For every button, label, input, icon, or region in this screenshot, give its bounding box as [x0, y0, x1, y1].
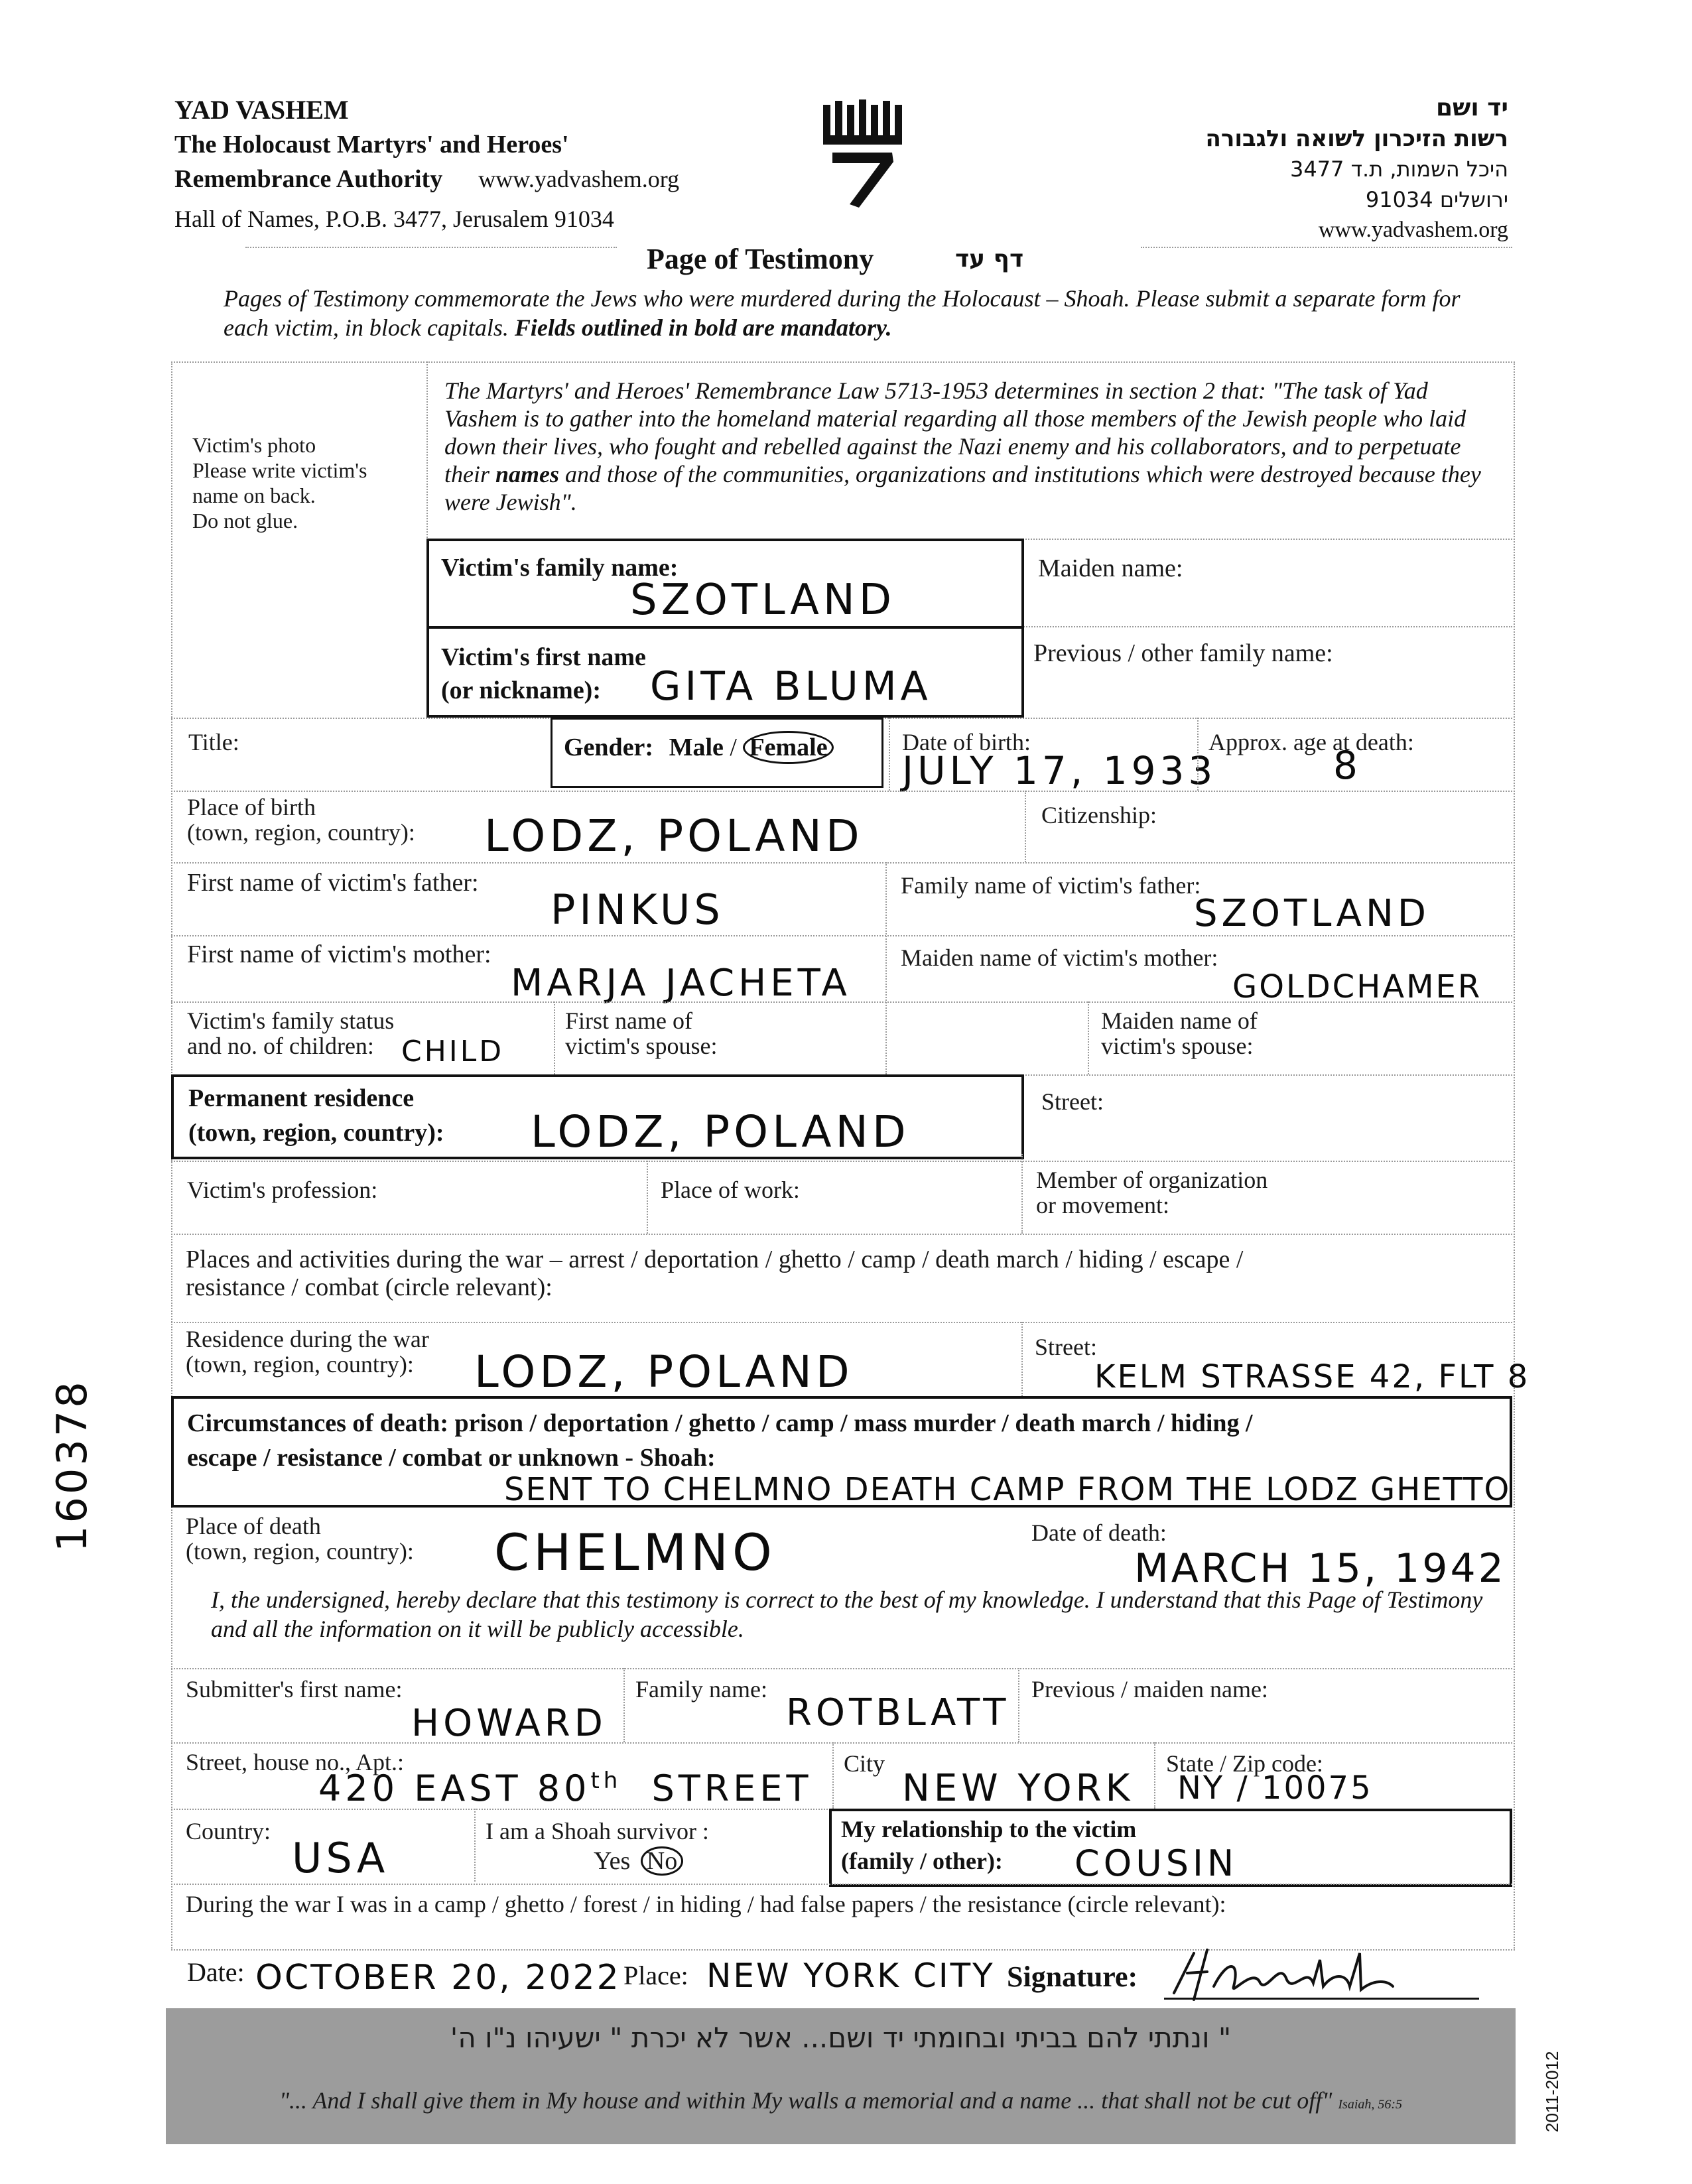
places-label: [186, 1246, 1243, 1301]
dob-label: Date of birth:: [902, 729, 1031, 755]
circumstances-label-1: Circumstances of death: prison / deportation / ghetto / camp / mass murder / death march / hiding /: [187, 1409, 1253, 1437]
website[interactable]: www.yadvashem.org: [478, 166, 680, 192]
law-part-1: The Martyrs' and Heroes' Remembrance Law 5713-1953 determines in section 2 that: "The task of Yad Vashem is to gather into the homeland material regarding all those members of the Jewish people who laid down their lives, who fought and rebelled against the Nazi enemy and his collaborators, and to perpetuate their: [444, 377, 1466, 487]
places-label-1: Places and activities during the war – arrest / deportation / ghetto / camp / death march / hiding / escape /: [186, 1246, 1244, 1273]
law-text: [444, 377, 1489, 516]
signature-label: Signature:: [1007, 1960, 1138, 1993]
circumstances-value: SENT TO CHELMNO DEATH CAMP FROM THE LODZ GHETTO: [504, 1471, 1511, 1508]
maiden-name-label: Maiden name:: [1038, 554, 1183, 582]
city-label: City: [844, 1750, 885, 1777]
country-value: USA: [292, 1834, 389, 1882]
member-label-2: or movement:: [1036, 1192, 1169, 1218]
org-line2: The Holocaust Martyrs' and Heroes': [174, 131, 569, 159]
gender-separator: /: [730, 734, 737, 761]
residence-label-1: Permanent residence: [188, 1084, 415, 1112]
form-code: 2011-2012: [1542, 2051, 1562, 2132]
heb-org-name: יד ושם: [1435, 94, 1508, 121]
place-value: NEW YORK CITY: [706, 1957, 995, 1995]
spouse-maiden-label-2: victim's spouse:: [1101, 1033, 1254, 1059]
street-label: Street:: [1041, 1088, 1104, 1115]
profession-label: Victim's profession:: [187, 1177, 378, 1203]
birth-place-label-1: Place of birth: [187, 794, 316, 820]
first-name-label-1: Victim's first name: [441, 643, 646, 671]
relationship-label-1: My relationship to the victim: [841, 1816, 1137, 1842]
photo-instructions: [192, 432, 418, 533]
heb-line3: היכל השמות, ת.ד 3477: [1289, 157, 1508, 182]
state-value: NY / 10075: [1177, 1769, 1373, 1807]
workplace-label: Place of work:: [661, 1177, 800, 1203]
mother-first-value: MARJA JACHETA: [511, 962, 851, 1005]
first-name-value: GITA BLUMA: [650, 663, 932, 710]
dob-value: JULY 17, 1933: [902, 748, 1217, 793]
survivor-options: [594, 1846, 683, 1876]
country-label: Country:: [186, 1818, 271, 1844]
residence-label-2: (town, region, country):: [188, 1119, 444, 1147]
photo-line-2: Please write victim's: [192, 458, 367, 482]
residence-value: LODZ, POLAND: [531, 1106, 910, 1157]
spouse-maiden-label: [1101, 1008, 1258, 1059]
gender-label: [564, 731, 834, 764]
father-first-value: PINKUS: [551, 885, 724, 934]
heb-line4: ירושלים 91034: [1365, 187, 1508, 212]
street-number: 420 EAST 80: [318, 1767, 591, 1809]
war-residence-value: LODZ, POLAND: [474, 1346, 854, 1397]
photo-line-1: Victim's photo: [192, 433, 316, 457]
birth-place-label-2: (town, region, country):: [187, 819, 415, 846]
relationship-label-2: (family / other):: [841, 1848, 1003, 1874]
spouse-first-label-1: First name of: [565, 1007, 692, 1034]
banner-english: [166, 2087, 1516, 2114]
family-status-label: [187, 1008, 394, 1059]
first-name-label: [441, 641, 646, 707]
declaration: I, the undersigned, hereby declare that this testimony is correct to the best of my knowledge. I understand that this Page of Testimony and all the information on it will be publicly accessible.: [211, 1586, 1483, 1642]
spouse-maiden-label-1: Maiden name of: [1101, 1007, 1258, 1034]
survivor-label: I am a Shoah survivor :: [486, 1818, 709, 1844]
age-value: 8: [1333, 743, 1362, 788]
circumstances-label-2: escape / resistance / combat or unknown - Shoah:: [187, 1444, 716, 1472]
death-place-label-1: Place of death: [186, 1513, 321, 1539]
death-place-label: [186, 1513, 414, 1564]
war-residence-label: [186, 1326, 429, 1377]
death-date-value: MARCH 15, 1942: [1134, 1545, 1506, 1592]
yad-vashem-logo: [819, 98, 905, 211]
page-title: Page of Testimony: [647, 243, 874, 275]
submitter-previous-label: Previous / maiden name:: [1031, 1676, 1268, 1702]
page-title-heb: דף עד: [955, 245, 1024, 273]
intro-text: [224, 284, 1484, 342]
residence-label: [188, 1081, 444, 1150]
war-residence-label-1: Residence during the war: [186, 1326, 429, 1352]
during-war-label: During the war I was in a camp / ghetto / forest / in hiding / had false papers / the resistance (circle relevant):: [186, 1891, 1226, 1917]
spouse-first-label: [565, 1008, 717, 1059]
family-name-value: SZOTLAND: [630, 576, 895, 625]
gender-label-text: Gender:: [564, 734, 654, 761]
date-value: OCTOBER 20, 2022: [255, 1958, 621, 1998]
father-first-label: First name of victim's father:: [187, 869, 479, 897]
war-street-value: KELM STRASSE 42, FLT 8: [1094, 1358, 1530, 1395]
banner-reference: Isaiah, 56:5: [1338, 2097, 1403, 2112]
birth-place-label: [187, 795, 415, 845]
first-name-label-2: (or nickname):: [441, 676, 601, 704]
banner-hebrew: " ונתתי להם בביתי ובחומתי יד ושם... אשר לא יכרת " ישעיהו נ"ו ה': [450, 2022, 1232, 2054]
death-date-label: Date of death:: [1031, 1519, 1167, 1546]
war-residence-label-2: (town, region, country):: [186, 1351, 414, 1378]
date-place-row: [187, 1957, 245, 1988]
circumstances-label: [187, 1406, 1253, 1475]
street-word: STREET: [651, 1767, 813, 1809]
death-place-label-2: (town, region, country):: [186, 1538, 414, 1565]
org-line3: Remembrance Authority: [174, 165, 443, 193]
father-family-value: SZOTLAND: [1194, 892, 1430, 935]
previous-name-label: Previous / other family name:: [1033, 639, 1333, 667]
family-status-value: CHILD: [401, 1035, 505, 1068]
member-label-1: Member of organization: [1036, 1167, 1268, 1193]
father-family-label: Family name of victim's father:: [901, 872, 1201, 899]
relationship-value: COUSIN: [1074, 1842, 1238, 1884]
survivor-no[interactable]: No: [641, 1846, 683, 1876]
street-suffix: th: [590, 1767, 622, 1794]
submitter-first-label: Submitter's first name:: [186, 1676, 403, 1702]
submitter-street-label: Street, house no., Apt.:: [186, 1749, 404, 1775]
title-label: Title:: [188, 729, 239, 755]
heb-website[interactable]: www.yadvashem.org: [1318, 218, 1508, 242]
photo-line-4: Do not glue.: [192, 509, 298, 533]
gender-male[interactable]: Male: [669, 734, 724, 761]
submitter-family-label: Family name:: [635, 1676, 767, 1702]
side-number: 160378: [48, 1379, 96, 1552]
photo-line-3: name on back.: [192, 483, 316, 507]
law-part-2: and those of the communities, organizations and institutions which were destroyed because they were Jewish".: [444, 461, 1481, 515]
member-label: [1036, 1167, 1268, 1218]
header-left: [174, 93, 771, 236]
law-bold: names: [495, 461, 560, 487]
submitter-family-value: ROTBLATT: [786, 1691, 1010, 1734]
mother-first-label: First name of victim's mother:: [187, 940, 491, 968]
family-name-label: Victim's family name:: [441, 554, 679, 582]
submitter-street-value: [318, 1767, 813, 1809]
city-value: NEW YORK: [902, 1767, 1134, 1810]
header-right: [1044, 93, 1508, 245]
signature-scribble: [1167, 1947, 1433, 2006]
spouse-first-label-2: victim's spouse:: [565, 1033, 718, 1059]
places-label-2: resistance / combat (circle relevant):: [186, 1273, 553, 1301]
death-place-value: CHELMNO: [494, 1523, 776, 1582]
gender-female[interactable]: Female: [743, 731, 833, 764]
birth-place-value: LODZ, POLAND: [484, 810, 864, 862]
banner-english-text: "... And I shall give them in My house and within My walls a memorial and a name ... that shall not be cut off": [279, 2087, 1333, 2114]
war-street-label: Street:: [1035, 1334, 1097, 1360]
heb-line2: רשות הזיכרון לשואה ולגבורה: [1205, 125, 1508, 152]
age-label: Approx. age at death:: [1208, 729, 1414, 755]
address: Hall of Names, P.O.B. 3477, Jerusalem 91034: [174, 206, 614, 232]
mother-maiden-label: Maiden name of victim's mother:: [901, 944, 1218, 971]
citizenship-label: Citizenship:: [1041, 802, 1157, 828]
quote-banner: [166, 2008, 1516, 2144]
intro-mandatory: Fields outlined in bold are mandatory.: [514, 314, 892, 341]
mother-maiden-value: GOLDCHAMER: [1232, 968, 1482, 1005]
intro-body: Pages of Testimony commemorate the Jews who were murdered during the Holocaust – Shoah. Please submit a separate form for each victim, in block capitals.: [224, 285, 1461, 341]
org-name: YAD VASHEM: [174, 95, 349, 125]
family-status-label-2: and no. of children:: [187, 1033, 374, 1059]
date-label: Date:: [187, 1957, 245, 1987]
place-label: Place:: [623, 1960, 688, 1990]
survivor-yes[interactable]: Yes: [594, 1847, 631, 1875]
family-status-label-1: Victim's family status: [187, 1007, 395, 1034]
submitter-first-value: HOWARD: [411, 1702, 607, 1745]
state-label: State / Zip code:: [1166, 1750, 1323, 1777]
